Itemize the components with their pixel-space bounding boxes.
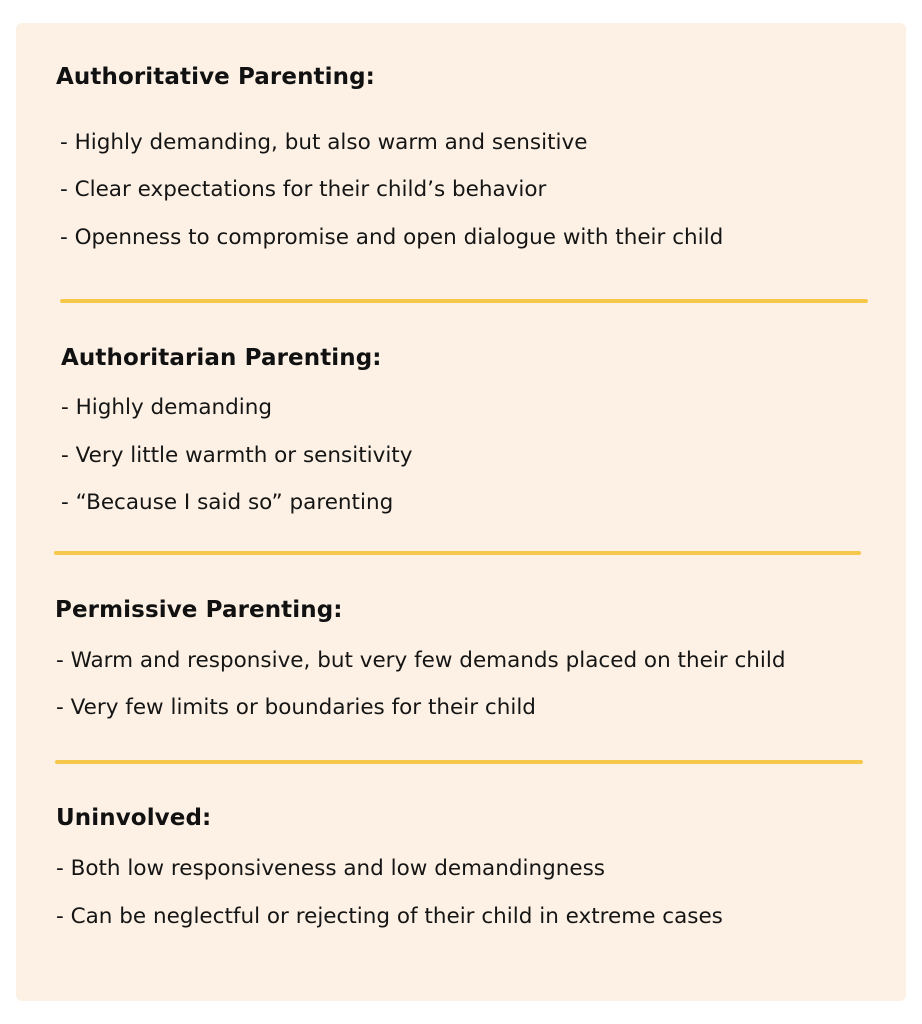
list-item: - Clear expectations for their child’s behavior xyxy=(60,177,547,202)
section-heading-authoritative: Authoritative Parenting: xyxy=(56,64,375,90)
section-divider xyxy=(54,551,861,555)
list-item: - Both low responsiveness and low demandingness xyxy=(56,856,605,881)
list-item: - Can be neglectful or rejecting of their child in extreme cases xyxy=(56,904,723,929)
list-item: - Highly demanding, but also warm and sensitive xyxy=(60,130,588,155)
list-item: - Highly demanding xyxy=(61,395,273,420)
list-item: - Very few limits or boundaries for their child xyxy=(56,695,536,720)
section-heading-permissive: Permissive Parenting: xyxy=(55,597,343,623)
section-heading-uninvolved: Uninvolved: xyxy=(56,805,212,831)
parenting-styles-card xyxy=(16,23,906,1001)
list-item: - Warm and responsive, but very few demands placed on their child xyxy=(56,648,786,673)
section-divider xyxy=(60,299,868,303)
section-heading-authoritarian: Authoritarian Parenting: xyxy=(61,345,382,371)
list-item: - Very little warmth or sensitivity xyxy=(61,443,413,468)
section-divider xyxy=(55,760,863,764)
list-item: - Openness to compromise and open dialogue with their child xyxy=(60,225,724,250)
list-item: - “Because I said so” parenting xyxy=(61,490,394,515)
